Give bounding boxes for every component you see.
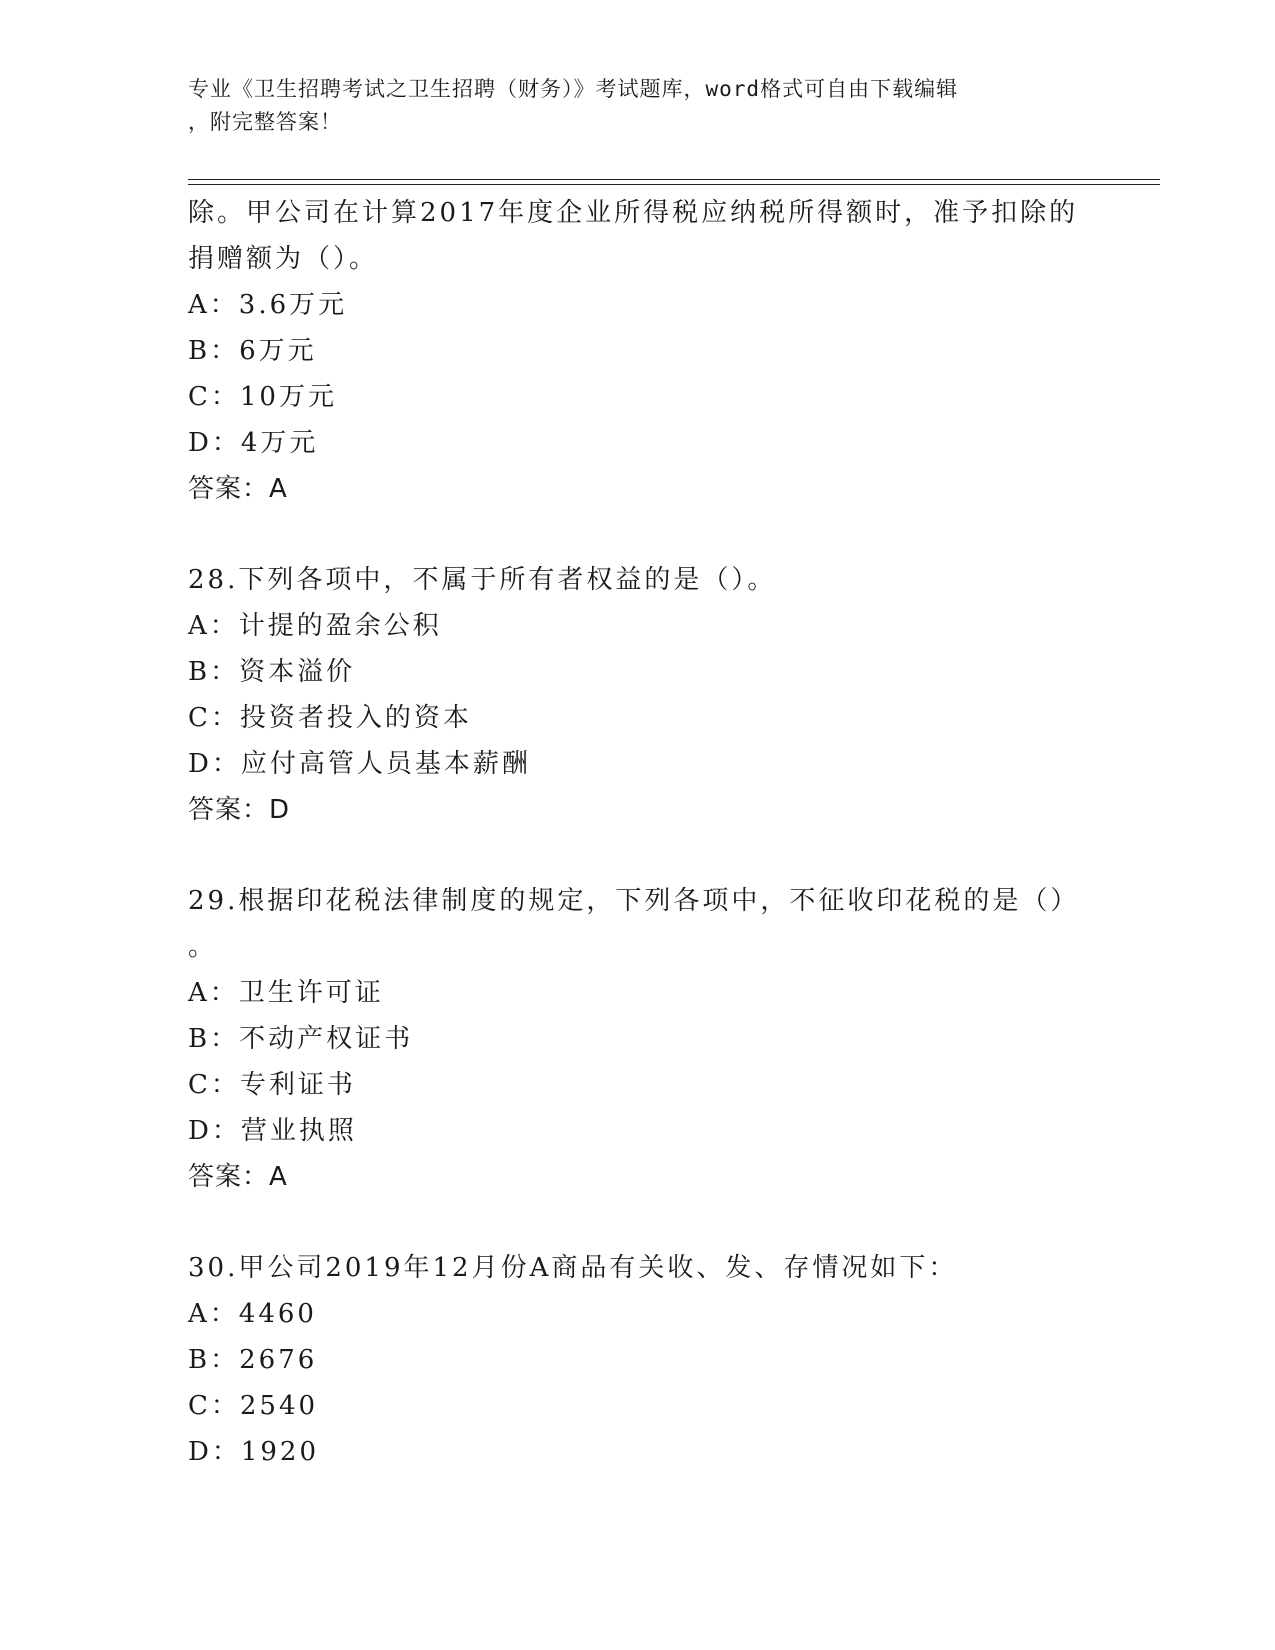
option-b: B：2676 [188, 1345, 318, 1375]
option-b: B：资本溢价 [188, 657, 356, 687]
header-divider-bottom [188, 184, 1160, 185]
option-d: D：1920 [188, 1437, 320, 1467]
question-stem: 30.甲公司2019年12月份A商品有关收、发、存情况如下： [188, 1253, 958, 1283]
question-stem: 。 [188, 932, 218, 962]
option-c: C：投资者投入的资本 [188, 703, 472, 733]
header-line-2: ，附完整答案！ [188, 110, 342, 134]
question-stem: 29.根据印花税法律制度的规定，下列各项中，不征收印花税的是（） [188, 886, 1080, 916]
option-c: C：2540 [188, 1391, 319, 1421]
option-a: A：3.6万元 [188, 290, 348, 320]
option-b: B：不动产权证书 [188, 1024, 414, 1054]
question-stem: 28.下列各项中，不属于所有者权益的是（）。 [188, 565, 777, 595]
option-d: D：4万元 [188, 428, 319, 458]
option-d: D：营业执照 [188, 1116, 357, 1146]
option-a: A：4460 [188, 1299, 317, 1329]
option-b: B：6万元 [188, 336, 317, 366]
document-header [188, 73, 1068, 139]
question-27 [188, 190, 1088, 512]
header-line-1: 专业《卫生招聘考试之卫生招聘（财务）》考试题库，word格式可自由下载编辑 [188, 77, 959, 101]
question-30 [188, 1245, 1088, 1475]
question-list [188, 190, 1088, 1475]
option-c: C：专利证书 [188, 1070, 356, 1100]
option-a: A：计提的盈余公积 [188, 611, 442, 641]
question-29 [188, 878, 1088, 1200]
header-divider-top [188, 179, 1160, 180]
answer: 答案：A [188, 1162, 288, 1192]
question-28 [188, 557, 1088, 833]
option-d: D：应付高管人员基本薪酬 [188, 749, 531, 779]
option-c: C：10万元 [188, 382, 337, 412]
answer: 答案：D [188, 795, 291, 825]
answer: 答案：A [188, 474, 288, 504]
option-a: A：卫生许可证 [188, 978, 384, 1008]
question-stem: 除。甲公司在计算2017年度企业所得税应纳税所得额时，准予扣除的 [188, 198, 1079, 228]
question-stem: 捐赠额为（）。 [188, 244, 379, 274]
